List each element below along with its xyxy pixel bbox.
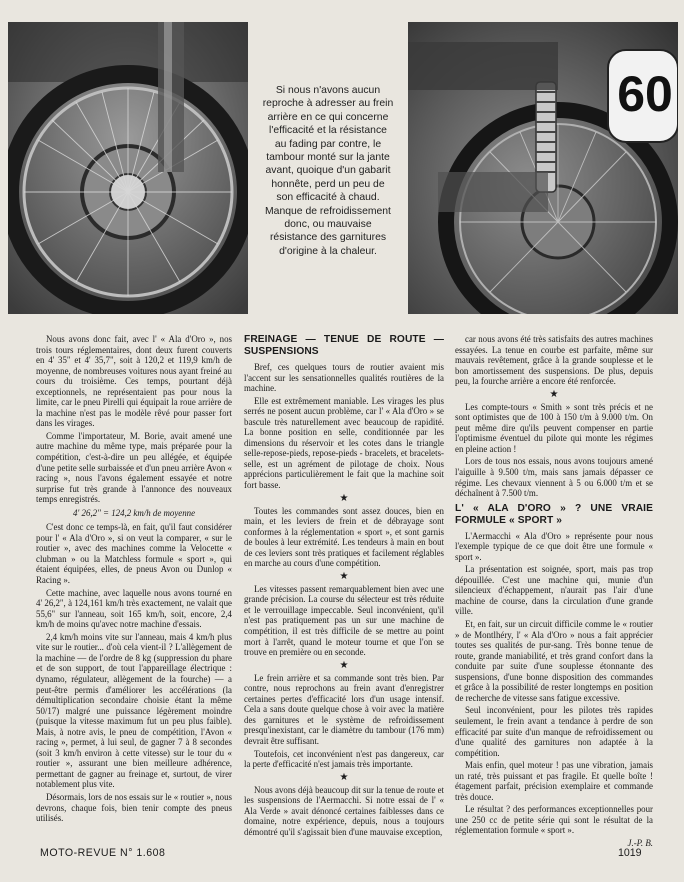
paragraph: La présentation est soignée, sport, mais pas trop dépouillée. C'est une machine qui, munie d'un silencieux d'échappement, n'aurait pas l'air d'une machine de course, dans la circulation d'une grande ville. [455,564,653,617]
section-heading-sport: L' « ALA D'ORO » ? UNE VRAIE FORMULE « SPORT » [455,502,653,526]
paragraph: Mais enfin, quel moteur ! pas une vibration, jamais un raté, très puissant et pas fragile. Et quelle boîte ! étagement parfait, précision exemplaire et commande très douce. [455,760,653,802]
speed-formula: 4' 26,2" = 124,2 km/h de moyenne [72,507,196,518]
page-number: 1019 [618,847,642,859]
paragraph: Nous avons déjà beaucoup dit sur la tenue de route et les suspensions de l'Aermacchi. Si notre essai de l' « Ala Verde » avait dénoncé certaines faiblesses dans ce domaine, notre expérience, depuis, nous a toujours démontré qu'il s'agissait bien d'une mauvaise exception, [244,784,444,837]
front-wheel-illustration [8,22,248,314]
paragraph: Le frein arrière et sa commande sont très bien. Par contre, nous reprochons au frein avant d'enregistrer certaines pertes d'efficacité lors d'un usage intensif. Cela a sans doute quelque chose à voir avec la matière des garnitures et le système de refroidissement presqu'inexistant, car le diamètre du tambour (176 mm) devrait être suffisant. [244,672,444,746]
separator-star: ★ [339,570,349,582]
magazine-issue: MOTO-REVUE N° 1.608 [40,847,166,859]
separator-star: ★ [339,659,349,671]
rear-wheel-photo [408,22,678,314]
paragraph: Bref, ces quelques tours de routier avaient mis l'accent sur les sensationnelles qualités routières de la machine. [244,362,444,394]
paragraph: Les vitesses passent remarquablement bien avec une grande précision. La course du sélecteur est très réduite et le verrouillage impeccable. Seul inconvénient, qu'il n'est pas pratiquement pas un sur une machine de compétition, il est très difficile de se mettre au point mort à l'arrêt, quand le moteur tourne et que l'on se trouve en première ou en seconde. [244,583,444,658]
author-signature: J.-P. B. [627,837,653,848]
photo-caption: Si nous n'avons aucun reproche à adresser au frein arrière en ce qui concerne l'efficacité et la résistance au fading par contre, le tambour monté sur la jante avant, quoique d'un gabarit honnête, perd un peu de son efficacité à chaud. Manque de refroidissement donc, ou mauvaise résistance des garnitures d'origine à la chaleur. [262,85,394,257]
article-column-2 [244,334,444,839]
paragraph: L'Aermacchi « Ala d'Oro » représente pour nous l'exemple typique de ce que doit être une formule « sport ». [455,530,653,562]
paragraph: C'est donc ce temps-là, en fait, qu'il faut considérer pour l' « Ala d'Oro », si on veut la comparer, « sur le routier », avec des machines comme la Velocette « clubman » ou la Matchless formule « sport », qui étaient équipées, elles, de pneus Avon ou Dunlop « Racing ». [36,522,232,586]
paragraph: car nous avons été très satisfaits des autres machines essayées. La tenue en courbe est parfaite, même sur mauvais revêtement, grâce à la grande souplesse et le bon amortissement des suspensions. De plus, depuis peu, la fourche arrière a encore été renforcée. [455,334,653,387]
paragraph: Désormais, lors de nos essais sur le « routier », nous devrons, chaque fois, bien tenir compte des pneus utilisés. [36,791,232,824]
separator-star: ★ [549,388,559,400]
paragraph: Elle est extrêmement maniable. Les virages les plus serrés ne posent aucun problème, car l' « Ala d'Oro » se bascule très naturellement avec beaucoup de rapidité. La bonne position en selle, conditionnée par les dimensions du réservoir et les cotes dans le triangle selle-repose-pieds, repose-pieds - bracelets, et bracelets-selle, est un agrément de pilotage de choix. Nous apprécions particulièrement le fait que la machine soit fort basse. [244,395,444,491]
separator-star: ★ [339,492,349,504]
racing-plate-number: 60 [617,66,673,122]
paragraph: Nous avons donc fait, avec l' « Ala d'Oro », nos trois tours réglementaires, dont deux furent couverts en 4' 35" et 4' 35,7", soit à 120,2 et 119,9 km/h de moyenne, de nombreuses voitures nous ayant freiné au cours du troisième. Ces temps, pourtant déjà exceptionnels, ne représentaient pas pour nous la limite, car le pneu Pirelli qui équipait la roue arrière de la machine n'est pas le modèle rêvé pour passer fort dans les virages. [36,334,232,429]
paragraph: Le résultat ? des performances exceptionnelles pour une 250 cc de petite série qui sont le résultat de la réglementation formule « sport ». [455,804,653,836]
paragraph: Cette machine, avec laquelle nous avons tourné en 4' 26,2", à 124,161 km/h très exactement, ne valait que 55,6" sur l'anneau, soit 165 km/h, soit, encore, 2,4 km/h de moins qu'avec notre machine d'essais. [36,587,232,630]
paragraph: Seul inconvénient, pour les pilotes très rapides seulement, le frein avant a tendance à perdre de son efficacité par suite d'un manque de refroidissement ou d'une qualité des garnitures non adaptée à la compétition. [455,705,653,758]
separator-star: ★ [339,771,349,783]
paragraph: Et, en fait, sur un circuit difficile comme le « routier » de Montlhéry, l' « Ala d'Oro » nous a fait apprécier toutes ses qualités de pur-sang. Très bonne tenue de route, grande maniabilité, et très grand confort dans la conduite par suite d'une souplesse étonnante des suspensions, d'une bonne disposition des commandes et grâce à la possibilité de rester longtemps en position de recherche de vitesse sans fatigue excessive. [455,619,653,703]
paragraph: Lors de tous nos essais, nous avons toujours amené l'aiguille à 9.500 t/m, mais sans jamais dépasser ce régime. Les chevaux viennent à 5 ou 6.000 t/m et se déchaînent à 7.500 t/m. [455,456,653,499]
article-column-3 [455,334,653,849]
paragraph: 2,4 km/h moins vite sur l'anneau, mais 4 km/h plus vite sur le routier... d'où cela vient-il ? L'allègement de la machine — de l'ordre de 8 kg (suppression du phare et de son support, de tout l'appareillage électrique : dynamo, régulateur, allègement de la fourche) — a peut-être permis d'améliorer les accélérations (la démultiplication secondaire choisie étant la même 50/17) malgré une puissance légèrement moindre (puisque la vitesse maximum fut un peu plus faible). Mais, à notre avis, le pneu de compétition, l'Avon « racing », permet, à lui seul, de gagner 7 à 8 secondes (soit 3 km/h environ à cette vitesse) sur le tour du « routier », assurant une bien meilleure adhérence, permettant de gagner au freinage et, surtout, de virer notablement plus vite. [36,631,232,790]
article-column-1 [36,334,232,826]
paragraph: Les compte-tours « Smith » sont très précis et ne sont optimistes que de 100 à 150 t/m à 9.000 t/m. On peut même dire qu'ils peuvent compenser en partie l'optimisme éventuel du pilote qui monte les régimes en pleine action ! [455,401,653,454]
paragraph: Comme l'importateur, M. Borie, avait amené une autre machine du même type, mais préparée pour la compétition, c'est-à-dire un peu allégée, et équipée d'une petite selle surbaissée et d'un pneu arrière Avon « racing », nous l'avons également essayée et notre surprise fut très grande à l'annonce des nouveaux temps enregistrés. [36,430,232,505]
paragraph: Toutes les commandes sont assez douces, bien en main, et les leviers de frein et de débrayage sont conformes à la réglementation « sport », et sont garnis de boules à leur extrémité. Les tendeurs à main en bout de ces leviers sont très pratiques et facilement réglables en marche au cours d'une compétition. [244,505,444,569]
section-heading-braking: FREINAGE — TENUE DE ROUTE — SUSPENSIONS [244,334,444,357]
paragraph: Toutefois, cet inconvénient n'est pas dangereux, car la perte d'efficacité n'est jamais très importante. [244,748,444,770]
front-wheel-photo [8,22,248,314]
